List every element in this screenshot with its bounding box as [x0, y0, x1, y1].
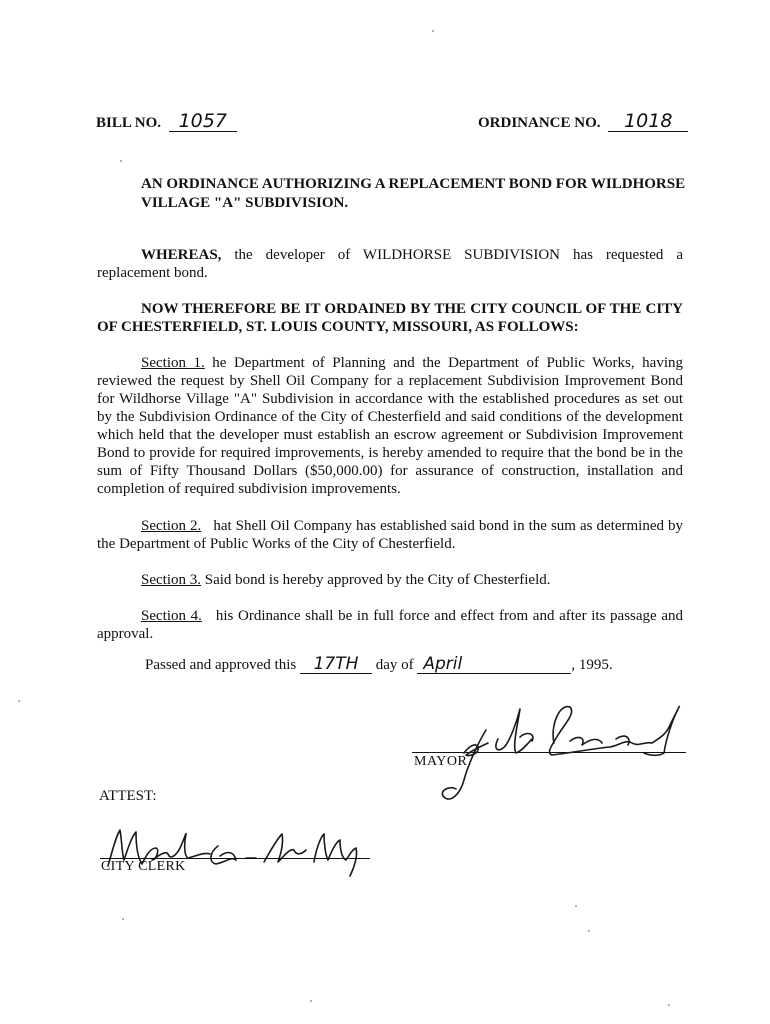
bill-number-row [96, 112, 237, 132]
section-1-text: he Department of Planning and the Department of Public Works, having reviewed the request by Shell Oil Company for a replacement Subdivision Improvement Bond for Wildhorse Village "A" Subdivision in accordance with the established procedures as set out by the Subdivision Ordinance of the City of Chesterfield and said conditions of the development which held that the developer must establish an escrow agreement or Subdivision Improvement Bond to provide for required improvements, is hereby amended to require that the bond be in the sum of Fifty Thousand Dollars ($50,000.00) for assurance of construction, installation and completion of required subdivision improvements. [97, 355, 683, 497]
passed-approved-line [145, 656, 613, 674]
section-2-paragraph [97, 517, 687, 553]
now-therefore-paragraph: NOW THEREFORE BE IT ORDAINED BY THE CITY COUNCIL OF THE CITY OF CHESTERFIELD, ST. LOUIS COUNTY, MISSOURI, AS FOLLOWS: [97, 301, 683, 335]
scan-speck [122, 918, 124, 920]
ordinance-label: ORDINANCE NO. [478, 115, 601, 131]
clerk-label: CITY CLERK [101, 859, 186, 874]
passed-month-handwritten: April [417, 656, 571, 674]
mayor-signature [420, 695, 695, 810]
title-line-2: VILLAGE "A" SUBDIVISION. [141, 195, 349, 211]
bill-label: BILL NO. [96, 115, 162, 131]
section-3-paragraph [97, 571, 683, 589]
scan-speck [120, 160, 122, 162]
whereas-lead: WHEREAS, [141, 247, 222, 263]
scan-speck [310, 1000, 312, 1002]
bill-number-handwritten: 1057 [169, 112, 237, 132]
scan-speck [18, 700, 20, 702]
ordinance-number-handwritten: 1018 [608, 112, 688, 132]
scan-speck [668, 1004, 670, 1006]
mayor-label: MAYOR [414, 754, 468, 769]
section-4-paragraph [97, 607, 687, 643]
passed-prefix: Passed and approved this [145, 657, 297, 673]
section-2-heading: Section 2. [141, 518, 202, 534]
ordinance-number-row [478, 112, 688, 132]
section-3-heading: Section 3. [141, 572, 201, 588]
whereas-text: the developer of WILDHORSE SUBDIVISION has requested a replacement bond. [97, 247, 683, 281]
section-4-text: his Ordinance shall be in full force and effect from and after its passage and approval. [97, 608, 687, 642]
scan-speck [575, 905, 577, 907]
section-1-heading: Section 1. [141, 355, 205, 371]
attest-label: ATTEST: [99, 788, 157, 804]
scan-speck [432, 30, 434, 32]
passed-day-handwritten: 17TH [300, 656, 372, 674]
whereas-paragraph [97, 246, 683, 282]
ordinance-title [141, 175, 701, 213]
scan-speck [588, 930, 590, 932]
passed-suffix: , 1995. [571, 657, 613, 673]
section-4-heading: Section 4. [141, 608, 202, 624]
section-2-text: hat Shell Oil Company has established said bond in the sum as determined by the Department of Public Works of the City of Chesterfield. [97, 518, 687, 552]
passed-middle: day of [375, 657, 414, 673]
section-1-paragraph [97, 354, 683, 498]
section-3-text: Said bond is hereby approved by the City of Chesterfield. [201, 572, 551, 588]
title-line-1: AN ORDINANCE AUTHORIZING A REPLACEMENT BOND FOR WILDHORSE [141, 176, 686, 192]
